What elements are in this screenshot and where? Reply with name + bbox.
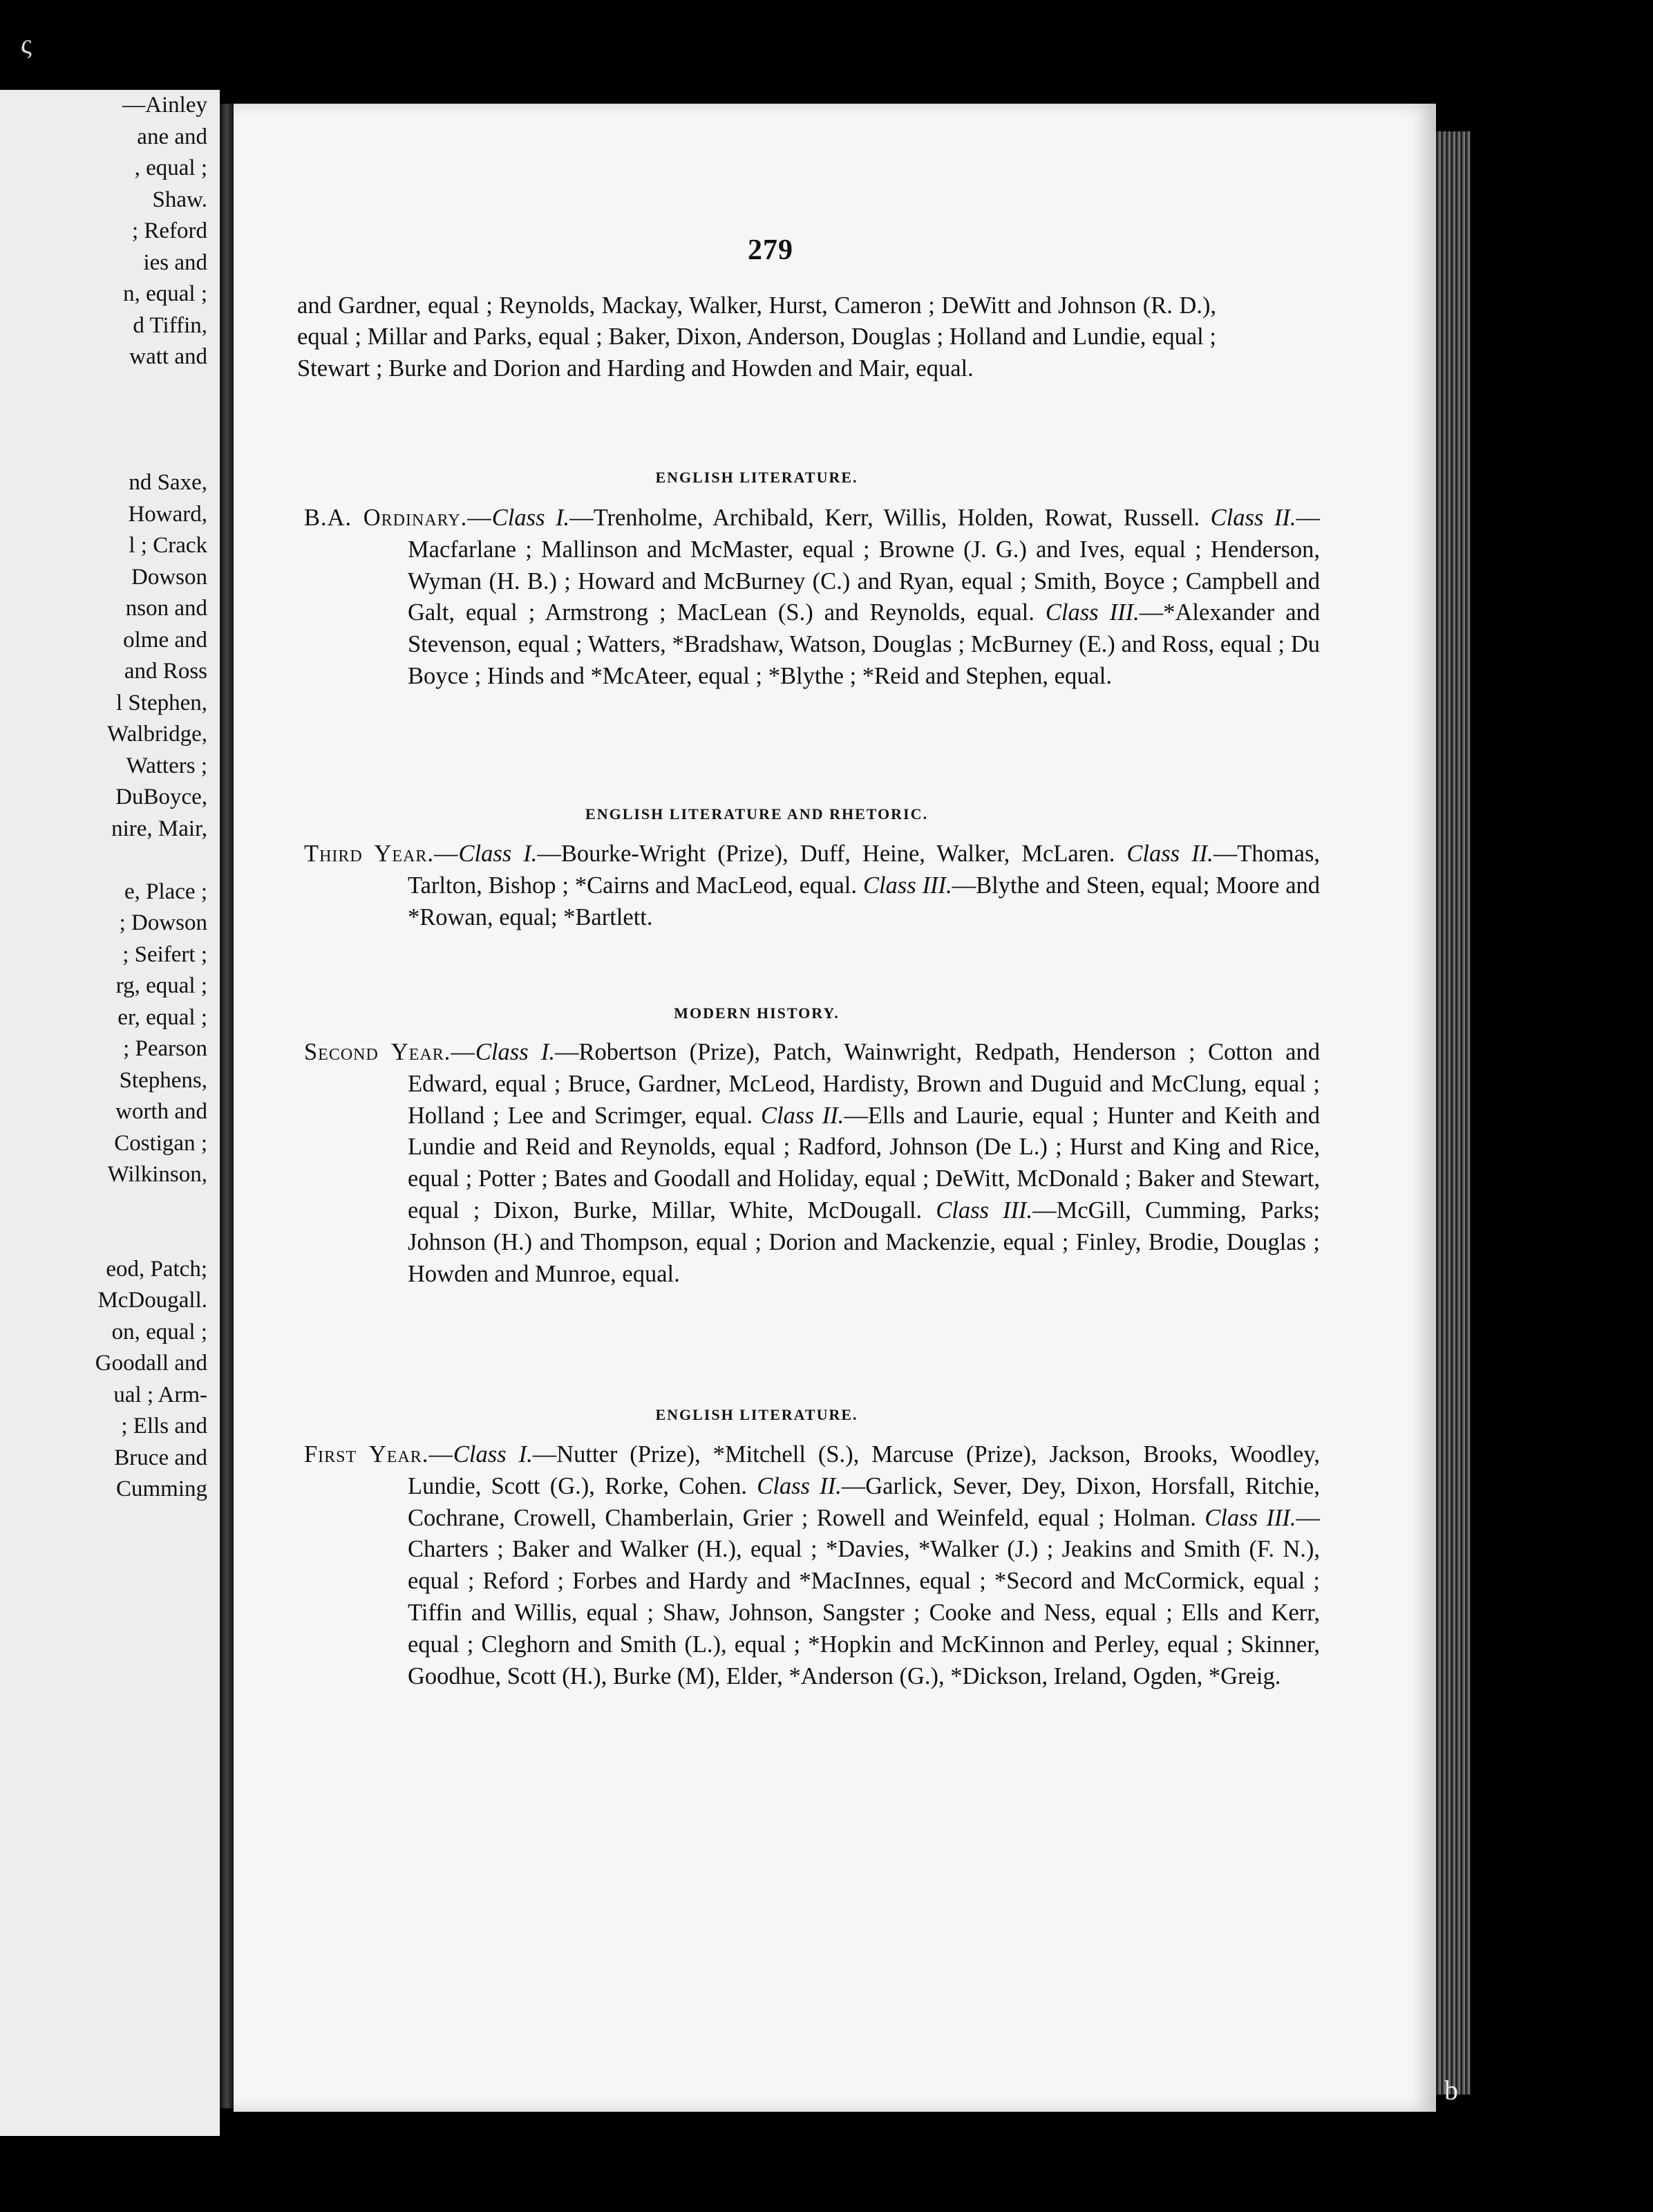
facing-page-line: er, equal ; (117, 1004, 207, 1030)
facing-page-line: nd Saxe, (129, 470, 207, 495)
facing-page-line: ; Reford (131, 218, 207, 243)
class-names: —Blythe and Steen, equal; Moore and *Rowan, equal; *Bartlett. (408, 872, 1321, 930)
section-heading: ENGLISH LITERATURE. (655, 1406, 858, 1423)
facing-page-line: eod, Patch; (106, 1256, 207, 1282)
facing-page-line: on, equal ; (111, 1319, 207, 1344)
section-heading: ENGLISH LITERATURE. (655, 469, 858, 486)
class-names: —Garlick, Sever, Dey, Dixon, Horsfall, Ritchie, Cochrane, Crowell, Chamberlain, Grier ; Rowell and Weinfeld, equal ; Holman. (408, 1472, 1320, 1531)
facing-page-line: Shaw. (152, 187, 207, 212)
class-label: Class III. (862, 872, 952, 899)
page-edges (1436, 131, 1471, 2094)
continuation-paragraph (297, 290, 1216, 384)
class-names: —McGill, Cumming, Parks; Johnson (H.) and Thompson, equal ; Dorion and Mackenzie, equal ; Finley, Brodie, Douglas ; Howden and Munroe, equal. (408, 1197, 1320, 1287)
facing-page-line: Goodall and (95, 1351, 207, 1376)
facing-page-line (0, 1222, 207, 1254)
book-gutter (220, 104, 234, 2108)
class-label: Class I. (491, 505, 570, 531)
facing-page-line: and Ross (124, 659, 207, 684)
facing-page-line: nire, Mair, (111, 816, 207, 841)
facing-page-line: n, equal ; (123, 281, 207, 306)
facing-page-line: Stephens, (119, 1067, 207, 1093)
entry-lead: Second Year.— (304, 1039, 475, 1065)
facing-page-line: Walbridge, (107, 722, 207, 747)
facing-page-line (0, 1191, 207, 1223)
class-label: Class III. (1045, 599, 1140, 626)
facing-page-line (0, 373, 207, 405)
class-names: —Thomas, Tarlton, Bishop ; *Cairns and MacLeod, equal. (408, 841, 1320, 899)
class-label: Class I. (453, 1441, 533, 1468)
class-names: —Macfarlane ; Mallinson and McMaster, equal ; Browne (J. G.) and Ives, equal ; Henderson, Wyman (H. B.) ; Howard and McBurney (C.) and Ryan, equal ; Smith, Boyce ; Campbell and Galt, equal ; Armstrong ; MacLean (S.) and Reynolds, equal. (408, 505, 1320, 626)
facing-page-line: ies and (143, 250, 207, 275)
entry-first-year (304, 1439, 1320, 1692)
facing-page-line: worth and (115, 1099, 207, 1124)
facing-page-line: Costigan ; (114, 1130, 207, 1156)
class-label: Class III. (1205, 1504, 1296, 1531)
class-label: Class III. (936, 1197, 1033, 1224)
facing-page-line: McDougall. (97, 1288, 207, 1313)
facing-page-line: rg, equal ; (115, 973, 207, 998)
entry-lead: First Year.— (304, 1441, 453, 1468)
class-names: —Ells and Laurie, equal ; Hunter and Keith and Lundie and Reid and Reynolds, equal ; Radford, Johnson (De L.) ; Hurst and King and Rice, equal ; Potter ; Bates and Goodall and Holiday, equal ; DeWitt, McDonald ; Baker and Stewart, equal ; Dixon, Burke, Millar, White, McDougall. (408, 1102, 1320, 1224)
facing-page-line: d Tiffin, (133, 312, 207, 338)
facing-page-line: —Ainley (122, 93, 207, 118)
facing-page-line: ; Ells and (121, 1414, 207, 1438)
facing-page-line: ; Seifert ; (122, 941, 207, 967)
section-heading: ENGLISH LITERATURE AND RHETORIC. (585, 805, 928, 823)
facing-page-line: Dowson (131, 564, 207, 590)
facing-page-line: ual ; Arm- (113, 1382, 207, 1407)
section-heading: MODERN HISTORY. (674, 1004, 840, 1022)
scan-speck: b (1444, 2074, 1458, 2106)
entry-third-year (304, 838, 1320, 933)
class-label: Class I. (458, 841, 538, 867)
facing-page-line (0, 436, 207, 468)
facing-page-line: ; Dowson (119, 910, 207, 935)
page-number: 279 (748, 234, 793, 266)
facing-page-line: ; Pearson (123, 1036, 207, 1061)
scan-speck: ς (21, 28, 32, 59)
class-label: Class II. (1210, 505, 1296, 531)
facing-page-left (0, 90, 220, 2136)
facing-page-line: ane and (137, 124, 207, 149)
facing-page-line: nson and (125, 596, 207, 621)
class-names: —Nutter (Prize), *Mitchell (S.), Marcuse (Prize), Jackson, Brooks, Woodley, Lundie, Scott (G.), Rorke, Cohen. (408, 1441, 1320, 1499)
class-names: —Robertson (Prize), Patch, Wainwright, Redpath, Henderson ; Cotton and Edward, equal ; Bruce, Gardner, McLeod, Hardisty, Brown and Duguid and McClung, equal ; Holland ; Lee and Scrimger, equal. (408, 1039, 1320, 1129)
class-names: —Charters ; Baker and Walker (H.), equal ; *Davies, *Walker (J.) ; Jeakins and Smith (F. N.), equal ; Reford ; Forbes and Hardy and *MacInnes, equal ; *Secord and McCormick, equal ; Tiffin and Willis, equal ; Shaw, Johnson, Sangster ; Cooke and Ness, equal ; Ells and Kerr, equal ; Cleghorn and Smith (L.), equal ; *Hopkin and McKinnon and Perley, equal ; Skinner, Goodhue, Scott (H.), Burke (M), Elder, *Anderson (G.), *Dickson, Ireland, Ogden, *Greig. (408, 1504, 1320, 1689)
class-label: Class II. (757, 1472, 842, 1499)
facing-page-line: Bruce and (114, 1445, 207, 1470)
entry-lead: B.A. Ordinary.— (304, 505, 492, 531)
facing-page-line: DuBoyce, (115, 785, 207, 809)
facing-page-line: Wilkinson, (107, 1162, 207, 1187)
class-names: —Trenholme, Archibald, Kerr, Willis, Holden, Rowat, Russell. (569, 505, 1211, 531)
class-label: Class II. (1126, 841, 1213, 867)
facing-page-line: Cumming (115, 1477, 207, 1501)
continuation-text: and Gardner, equal ; Reynolds, Mackay, Walker, Hurst, Cameron ; DeWitt and Johnson (R. D.), equal ; Millar and Parks, equal ; Baker, Dixon, Anderson, Douglas ; Holland and Lundie, equal ; Stewart ; Burke and Dorion and Harding and Howden and Mair, equal. (297, 292, 1216, 382)
facing-page-line: e, Place ; (124, 879, 207, 904)
class-names: —*Alexander and Stevenson, equal ; Watters, *Bradshaw, Watson, Douglas ; McBurney (E.) and Ross, equal ; Du Boyce ; Hinds and *McAteer, equal ; *Blythe ; *Reid and Stephen, equal. (408, 599, 1321, 689)
class-names: —Bourke-Wright (Prize), Duff, Heine, Walker, McLaren. (537, 841, 1127, 867)
entry-ba-ordinary (304, 503, 1320, 693)
facing-page-line: l Stephen, (116, 690, 207, 715)
facing-page-line: Howard, (128, 501, 207, 527)
facing-page-line: watt and (129, 344, 207, 369)
facing-page-text (0, 90, 207, 1506)
facing-page-line: , equal ; (134, 156, 207, 180)
facing-page-line (0, 404, 207, 436)
facing-page-line: Watters ; (126, 753, 207, 778)
facing-page-line: olme and (123, 627, 207, 653)
facing-page-line: l ; Crack (129, 533, 207, 558)
class-label: Class II. (761, 1102, 844, 1129)
entry-second-year (304, 1037, 1320, 1290)
class-label: Class I. (475, 1039, 556, 1065)
facing-page-line (0, 845, 207, 877)
entry-lead: Third Year.— (304, 841, 459, 867)
